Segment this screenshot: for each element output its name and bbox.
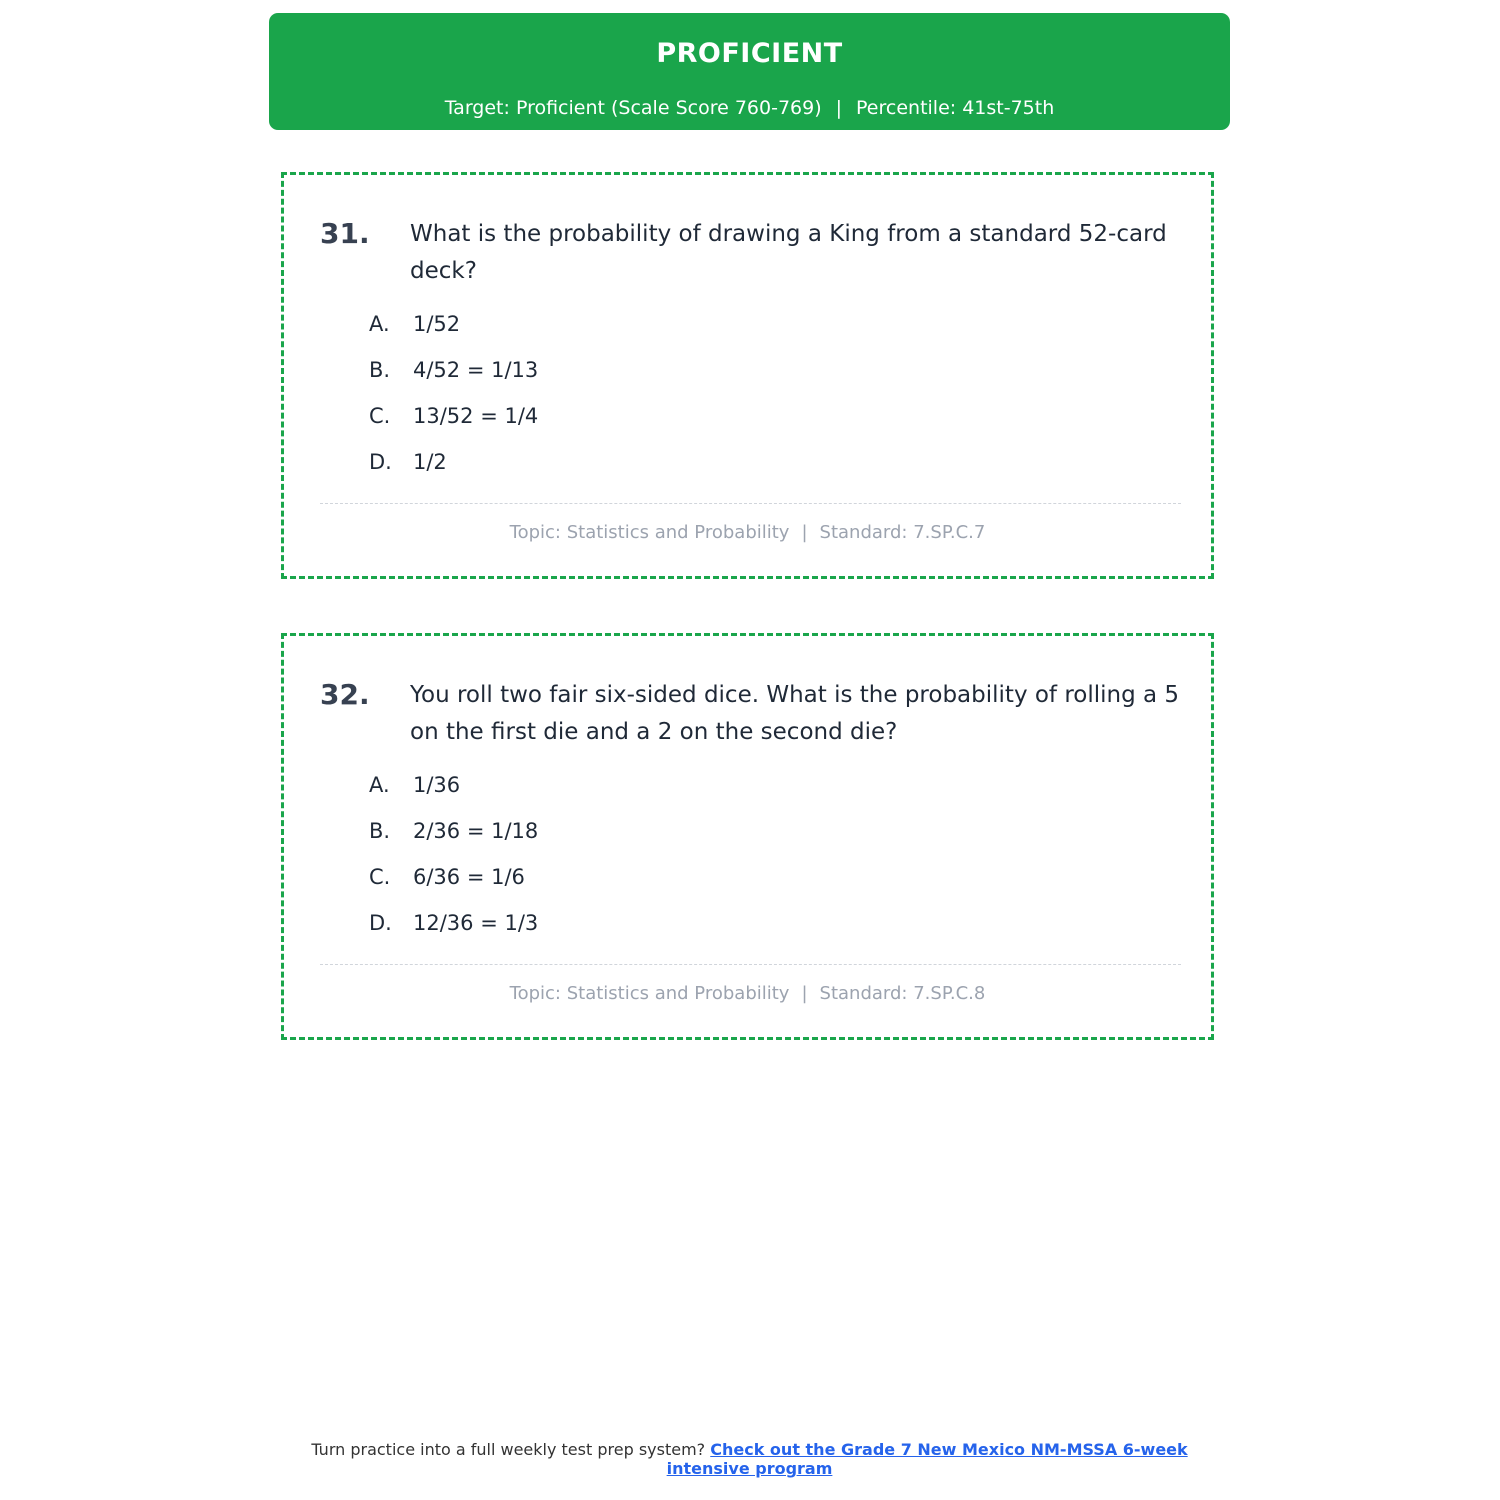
option-letter: A. <box>369 312 390 336</box>
divider <box>320 964 1181 965</box>
banner-title: PROFICIENT <box>656 38 843 69</box>
answer-options <box>369 309 538 493</box>
option-letter: B. <box>369 358 391 382</box>
option-letter: D. <box>369 450 392 474</box>
option-letter: D. <box>369 911 392 935</box>
answer-option[interactable] <box>369 770 538 816</box>
question-standard: Standard: 7.SP.C.7 <box>819 522 986 543</box>
option-letter: C. <box>369 865 391 889</box>
question-topic: Topic: Statistics and Probability <box>509 522 790 543</box>
answer-option[interactable] <box>369 401 538 447</box>
proficiency-banner <box>269 13 1230 130</box>
question-meta <box>284 981 1211 1007</box>
answer-option[interactable] <box>369 908 538 954</box>
banner-target: Target: Proficient (Scale Score 760-769) <box>444 97 822 119</box>
option-text: 12/36 = 1/3 <box>413 911 539 935</box>
program-link[interactable]: Check out the Grade 7 New Mexico NM-MSSA 6-week intensive program <box>666 1440 1188 1478</box>
option-text: 2/36 = 1/18 <box>413 819 539 843</box>
meta-separator: | <box>801 983 808 1004</box>
banner-subtitle <box>269 95 1230 121</box>
answer-option[interactable] <box>369 309 538 355</box>
meta-separator: | <box>801 522 808 543</box>
question-standard: Standard: 7.SP.C.8 <box>819 983 986 1004</box>
question-card <box>281 172 1214 579</box>
option-letter: C. <box>369 404 391 428</box>
question-number: 32. <box>320 678 370 711</box>
answer-option[interactable] <box>369 355 538 401</box>
answer-options <box>369 770 538 954</box>
banner-separator: | <box>835 97 843 119</box>
option-text: 13/52 = 1/4 <box>413 404 539 428</box>
option-letter: A. <box>369 773 390 797</box>
answer-option[interactable] <box>369 816 538 862</box>
option-text: 4/52 = 1/13 <box>413 358 539 382</box>
footer <box>269 1440 1230 1478</box>
answer-option[interactable] <box>369 862 538 908</box>
footer-prompt: Turn practice into a full weekly test prep system? <box>311 1440 706 1459</box>
question-topic: Topic: Statistics and Probability <box>509 983 790 1004</box>
answer-option[interactable] <box>369 447 538 493</box>
option-text: 1/52 <box>413 312 461 336</box>
divider <box>320 503 1181 504</box>
option-text: 1/2 <box>413 450 447 474</box>
banner-percentile: Percentile: 41st-75th <box>856 97 1055 119</box>
option-letter: B. <box>369 819 391 843</box>
question-number: 31. <box>320 217 370 250</box>
question-text: You roll two fair six-sided dice. What is the probability of rolling a 5 on the first die and a 2 on the second die? <box>410 682 1180 745</box>
question-meta <box>284 520 1211 546</box>
question-text: What is the probability of drawing a King from a standard 52-card deck? <box>410 221 1167 284</box>
option-text: 6/36 = 1/6 <box>413 865 525 889</box>
question-card <box>281 633 1214 1040</box>
option-text: 1/36 <box>413 773 461 797</box>
